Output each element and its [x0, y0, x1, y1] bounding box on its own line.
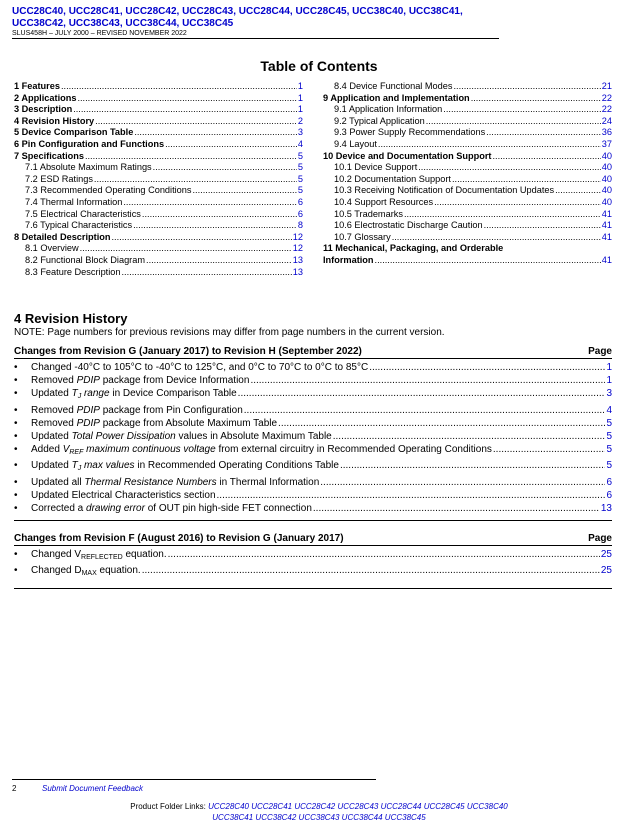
product-folder-links — [0, 801, 638, 823]
toc-entry[interactable] — [14, 174, 303, 186]
toc-entry-label[interactable]: 11 Mechanical, Packaging, and Orderable — [323, 243, 504, 254]
toc-entry[interactable] — [14, 116, 303, 128]
revision-h-heading: Changes from Revision G (January 2017) to Revision H (September 2022) — [14, 346, 362, 357]
revision-g-list — [14, 548, 612, 580]
toc-page-number[interactable]: 40 — [601, 196, 612, 207]
page-link[interactable]: 1 — [606, 375, 612, 387]
toc-dot-leader — [378, 139, 601, 151]
toc-entry[interactable] — [323, 185, 612, 197]
toc-page-number[interactable]: 40 — [601, 173, 612, 184]
toc-entry[interactable] — [323, 116, 612, 128]
toc-dot-leader — [404, 209, 601, 221]
toc-entry-label[interactable]: 1 Features — [14, 81, 60, 91]
toc-entry[interactable] — [14, 232, 303, 244]
list-item: • Changed $V_{REFLECTED}$ equation. ..... 25 — [14, 548, 612, 564]
toc-entry[interactable] — [323, 209, 612, 221]
list-item: • Removed PDIP package from Absolute Maximum Table ..... 5 — [14, 417, 612, 430]
toc-right-column — [323, 81, 612, 267]
list-item: • Updated Total Power Dissipation values in Absolute Maximum Table ..... 5 — [14, 430, 612, 443]
toc-entry-label[interactable]: 7.1 Absolute Maximum Ratings — [25, 162, 152, 173]
revision-note: NOTE: Page numbers for previous revisions may differ from page numbers in the current version. — [14, 327, 445, 338]
toc-entry-label[interactable]: 10.6 Electrostatic Discharge Caution — [334, 220, 483, 231]
toc-dot-leader — [471, 93, 601, 105]
toc-entry-label[interactable]: 9 Application and Implementation — [323, 92, 470, 103]
toc-entry[interactable] — [323, 220, 612, 232]
toc-entry[interactable] — [14, 243, 303, 255]
toc-entry[interactable] — [14, 209, 303, 221]
toc-page-number[interactable]: 40 — [601, 185, 612, 196]
toc-entry[interactable] — [14, 267, 303, 279]
page-link[interactable]: 6 — [606, 476, 612, 488]
header-part-numbers[interactable] — [12, 6, 498, 30]
revision-h-header — [14, 346, 612, 359]
toc-dot-leader — [73, 104, 297, 116]
product-links-line1[interactable]: UCC28C40 UCC28C41 UCC28C42 UCC28C43 UCC28C44 UCC28C45 UCC38C40 — [208, 802, 508, 811]
revision-g-divider — [14, 588, 612, 589]
toc-dot-leader — [453, 81, 600, 93]
toc-dot-leader — [94, 174, 297, 186]
toc-page-number[interactable]: 12 — [292, 231, 303, 242]
page-link[interactable]: 6 — [606, 489, 612, 501]
toc-page-number[interactable]: 41 — [601, 208, 612, 219]
header-parts-line2[interactable]: UCC38C42, UCC38C43, UCC38C44, UCC38C45 — [12, 18, 234, 29]
page-link[interactable]: 4 — [606, 404, 612, 416]
toc-entry-label[interactable]: 10.5 Trademarks — [334, 208, 403, 219]
toc-entry-label[interactable]: 5 Device Comparison Table — [14, 127, 134, 138]
toc-entry-label[interactable]: 6 Pin Configuration and Functions — [14, 138, 165, 149]
toc-dot-leader — [452, 174, 601, 186]
toc-entry[interactable] — [14, 220, 303, 232]
toc-page-number[interactable]: 22 — [601, 104, 612, 115]
toc-entry-label[interactable]: 10 Device and Documentation Support — [323, 150, 492, 161]
toc-dot-leader — [123, 197, 297, 209]
toc-entry[interactable] — [14, 162, 303, 174]
toc-entry-label[interactable]: 8.4 Device Functional Modes — [334, 81, 453, 91]
revision-g-block — [14, 533, 612, 580]
toc-entry[interactable] — [323, 197, 612, 209]
toc-title: Table of Contents — [260, 58, 378, 74]
toc-page-number[interactable]: 24 — [601, 115, 612, 126]
toc-entry-label[interactable]: 10.3 Receiving Notification of Documentation Updates — [334, 185, 555, 196]
toc-entry[interactable] — [14, 255, 303, 267]
toc-entry[interactable] — [323, 81, 612, 93]
toc-entry[interactable] — [323, 255, 612, 267]
header-divider — [12, 38, 499, 39]
toc-entry-label[interactable]: 4 Revision History — [14, 115, 95, 126]
toc-entry[interactable] — [323, 93, 612, 105]
toc-entry-label[interactable]: 8.1 Overview — [25, 243, 79, 254]
toc-dot-leader — [434, 197, 601, 209]
page-link[interactable]: 5 — [606, 431, 612, 443]
page-link[interactable]: 1 — [606, 362, 612, 373]
toc-page-number[interactable]: 13 — [292, 254, 303, 265]
toc-dot-leader — [165, 139, 297, 151]
list-item: • Corrected a drawing error of OUT pin high-side FET connection ..... 13 — [14, 502, 612, 515]
toc-entry-label[interactable]: 9.1 Application Information — [334, 104, 443, 115]
toc-dot-leader — [95, 116, 297, 128]
toc-entry[interactable] — [323, 151, 612, 163]
toc-page-number[interactable]: 13 — [292, 266, 303, 277]
toc-dot-leader — [80, 243, 292, 255]
toc-page-number[interactable]: 6 — [297, 208, 303, 219]
product-links-line2[interactable]: UCC38C41 UCC38C42 UCC38C43 UCC38C44 UCC38C45 — [212, 813, 426, 822]
toc-page-number[interactable]: 41 — [601, 231, 612, 242]
toc-dot-leader — [122, 267, 292, 279]
toc-page-number[interactable]: 5 — [297, 162, 303, 173]
toc-dot-leader — [555, 185, 601, 197]
toc-dot-leader — [77, 93, 296, 105]
toc-page-number[interactable]: 3 — [297, 127, 303, 138]
toc-page-number[interactable]: 6 — [297, 196, 303, 207]
toc-dot-leader — [133, 220, 297, 232]
section-title: 4 Revision History — [14, 311, 128, 326]
toc-entry-label[interactable]: 3 Description — [14, 104, 73, 115]
toc-dot-leader — [484, 220, 601, 232]
toc-entry-label[interactable]: 7.2 ESD Ratings — [25, 173, 93, 184]
toc-page-number[interactable]: 5 — [297, 185, 303, 196]
toc-entry-label[interactable]: 7.3 Recommended Operating Conditions — [25, 185, 192, 196]
list-item: • Removed PDIP package from Pin Configuration ..... 4 — [14, 404, 612, 417]
toc-entry-label[interactable]: 10.7 Glossary — [334, 231, 391, 242]
header-parts-line1[interactable]: UCC28C40, UCC28C41, UCC28C42, UCC28C43, UCC28C44, UCC28C45, UCC38C40, UCC38C41, — [12, 6, 463, 17]
product-folder-label: Product Folder Links: — [130, 802, 206, 811]
toc-page-number[interactable]: 36 — [601, 127, 612, 138]
document-id: SLUS458H – JULY 2000 – REVISED NOVEMBER 2022 — [12, 30, 187, 37]
toc-dot-leader — [418, 162, 601, 174]
page-column-label: Page — [588, 533, 612, 544]
toc-entry[interactable] — [14, 93, 303, 105]
toc-page-number[interactable]: 8 — [297, 220, 303, 231]
toc-page-number[interactable]: 41 — [601, 220, 612, 231]
toc-page-number[interactable]: 21 — [601, 81, 612, 91]
submit-feedback-link[interactable]: Submit Document Feedback — [42, 784, 143, 793]
toc-entry[interactable] — [14, 139, 303, 151]
toc-page-number[interactable]: 40 — [601, 162, 612, 173]
toc-entry[interactable] — [14, 104, 303, 116]
page-link[interactable]: 5 — [606, 460, 612, 472]
toc-entry[interactable] — [323, 162, 612, 174]
toc-entry-label[interactable]: 9.3 Power Supply Recommendations — [334, 127, 486, 138]
page-link[interactable]: 3 — [606, 388, 612, 400]
toc-entry-label[interactable]: 2 Applications — [14, 92, 77, 103]
toc-entry-label[interactable]: 8.2 Functional Block Diagram — [25, 254, 146, 265]
list-item: • Added $V_{REF}$ maximum continuous voltage from external circuitry in Recommended Operating Conditions ..... 5 — [14, 443, 612, 459]
toc-entry[interactable] — [323, 243, 612, 255]
toc-left-column — [14, 81, 303, 278]
toc-dot-leader — [85, 151, 297, 163]
toc-entry[interactable] — [323, 139, 612, 151]
page-link[interactable]: 13 — [600, 503, 612, 515]
toc-dot-leader — [61, 81, 297, 93]
toc-entry[interactable] — [323, 174, 612, 186]
toc-entry[interactable] — [14, 185, 303, 197]
list-item: • Updated all Thermal Resistance Numbers in Thermal Information ..... 6 — [14, 476, 612, 489]
list-item: • Updated $T_J$ max values in Recommended Operating Conditions Table ..... 5 — [14, 459, 612, 475]
toc-entry-label[interactable]: 10.2 Documentation Support — [334, 173, 451, 184]
toc-entry-label[interactable]: 9.4 Layout — [334, 138, 377, 149]
toc-entry-label[interactable]: 10.4 Support Resources — [334, 196, 434, 207]
list-item: • Updated $T_J$ range in Device Comparison Table ..... 3 — [14, 387, 612, 403]
list-item: • Changed $D_{MAX}$ equation. ..... 25 — [14, 564, 612, 580]
toc-page-number[interactable]: 40 — [601, 150, 612, 161]
toc-entry-label[interactable]: 9.2 Typical Application — [334, 115, 425, 126]
toc-dot-leader — [142, 209, 297, 221]
revision-g-header — [14, 533, 612, 546]
page-column-label: Page — [588, 346, 612, 357]
page-link[interactable]: 5 — [606, 417, 612, 429]
toc-dot-leader — [486, 127, 601, 139]
toc-page-number[interactable]: 37 — [601, 138, 612, 149]
footer-divider — [12, 779, 376, 780]
toc-page-number[interactable]: 5 — [297, 173, 303, 184]
toc-page-number[interactable]: 12 — [292, 243, 303, 254]
toc-dot-leader — [375, 255, 601, 267]
toc-page-number[interactable]: 22 — [601, 92, 612, 103]
revision-g-heading: Changes from Revision F (August 2016) to Revision G (January 2017) — [14, 533, 344, 544]
toc-entry[interactable] — [14, 127, 303, 139]
toc-page-number[interactable]: 1 — [297, 104, 303, 115]
toc-page-number[interactable]: 4 — [297, 138, 303, 149]
toc-entry-label[interactable]: Information — [323, 254, 374, 265]
list-item: • Changed -40°C to 105°C to -40°C to 125°C, and 0°C to 70°C to 0°C to 85°C ..... 1 — [14, 361, 612, 374]
toc-dot-leader — [134, 127, 297, 139]
toc-page-number[interactable]: 1 — [297, 81, 303, 91]
revision-h-divider — [14, 520, 612, 521]
toc-dot-leader — [146, 255, 292, 267]
toc-page-number[interactable]: 1 — [297, 92, 303, 103]
page-link[interactable]: 5 — [606, 444, 612, 456]
toc-page-number[interactable]: 5 — [297, 150, 303, 161]
toc-dot-leader — [392, 232, 601, 244]
toc-page-number[interactable]: 2 — [297, 115, 303, 126]
toc-entry-label[interactable]: 7.5 Electrical Characteristics — [25, 208, 141, 219]
toc-entry-label[interactable]: 7.6 Typical Characteristics — [25, 220, 133, 231]
toc-dot-leader — [426, 116, 601, 128]
toc-dot-leader — [112, 232, 292, 244]
toc-page-number[interactable]: 41 — [601, 254, 612, 265]
list-item: • Removed PDIP package from Device Information ..... 1 — [14, 374, 612, 387]
revision-h-list — [14, 361, 612, 515]
toc-dot-leader — [492, 151, 600, 163]
toc-entry[interactable] — [14, 81, 303, 93]
toc-entry-label[interactable]: 7.4 Thermal Information — [25, 196, 123, 207]
toc-entry-label[interactable]: 7 Specifications — [14, 150, 84, 161]
toc-entry[interactable] — [323, 104, 612, 116]
page-link[interactable]: 25 — [600, 549, 612, 560]
page-link[interactable]: 25 — [600, 565, 612, 577]
revision-h-block — [14, 346, 612, 515]
toc-entry-label[interactable]: 8.3 Feature Description — [25, 266, 121, 277]
toc-entry[interactable] — [14, 197, 303, 209]
toc-dot-leader — [153, 162, 297, 174]
toc-entry-label[interactable]: 10.1 Device Support — [334, 162, 418, 173]
toc-dot-leader — [193, 185, 297, 197]
toc-dot-leader — [443, 104, 600, 116]
page-number: 2 — [12, 784, 17, 793]
toc-entry-label[interactable]: 8 Detailed Description — [14, 231, 111, 242]
toc-entry[interactable] — [323, 232, 612, 244]
list-item: • Updated Electrical Characteristics section ..... 6 — [14, 489, 612, 502]
toc-entry[interactable] — [323, 127, 612, 139]
toc-entry[interactable] — [14, 151, 303, 163]
